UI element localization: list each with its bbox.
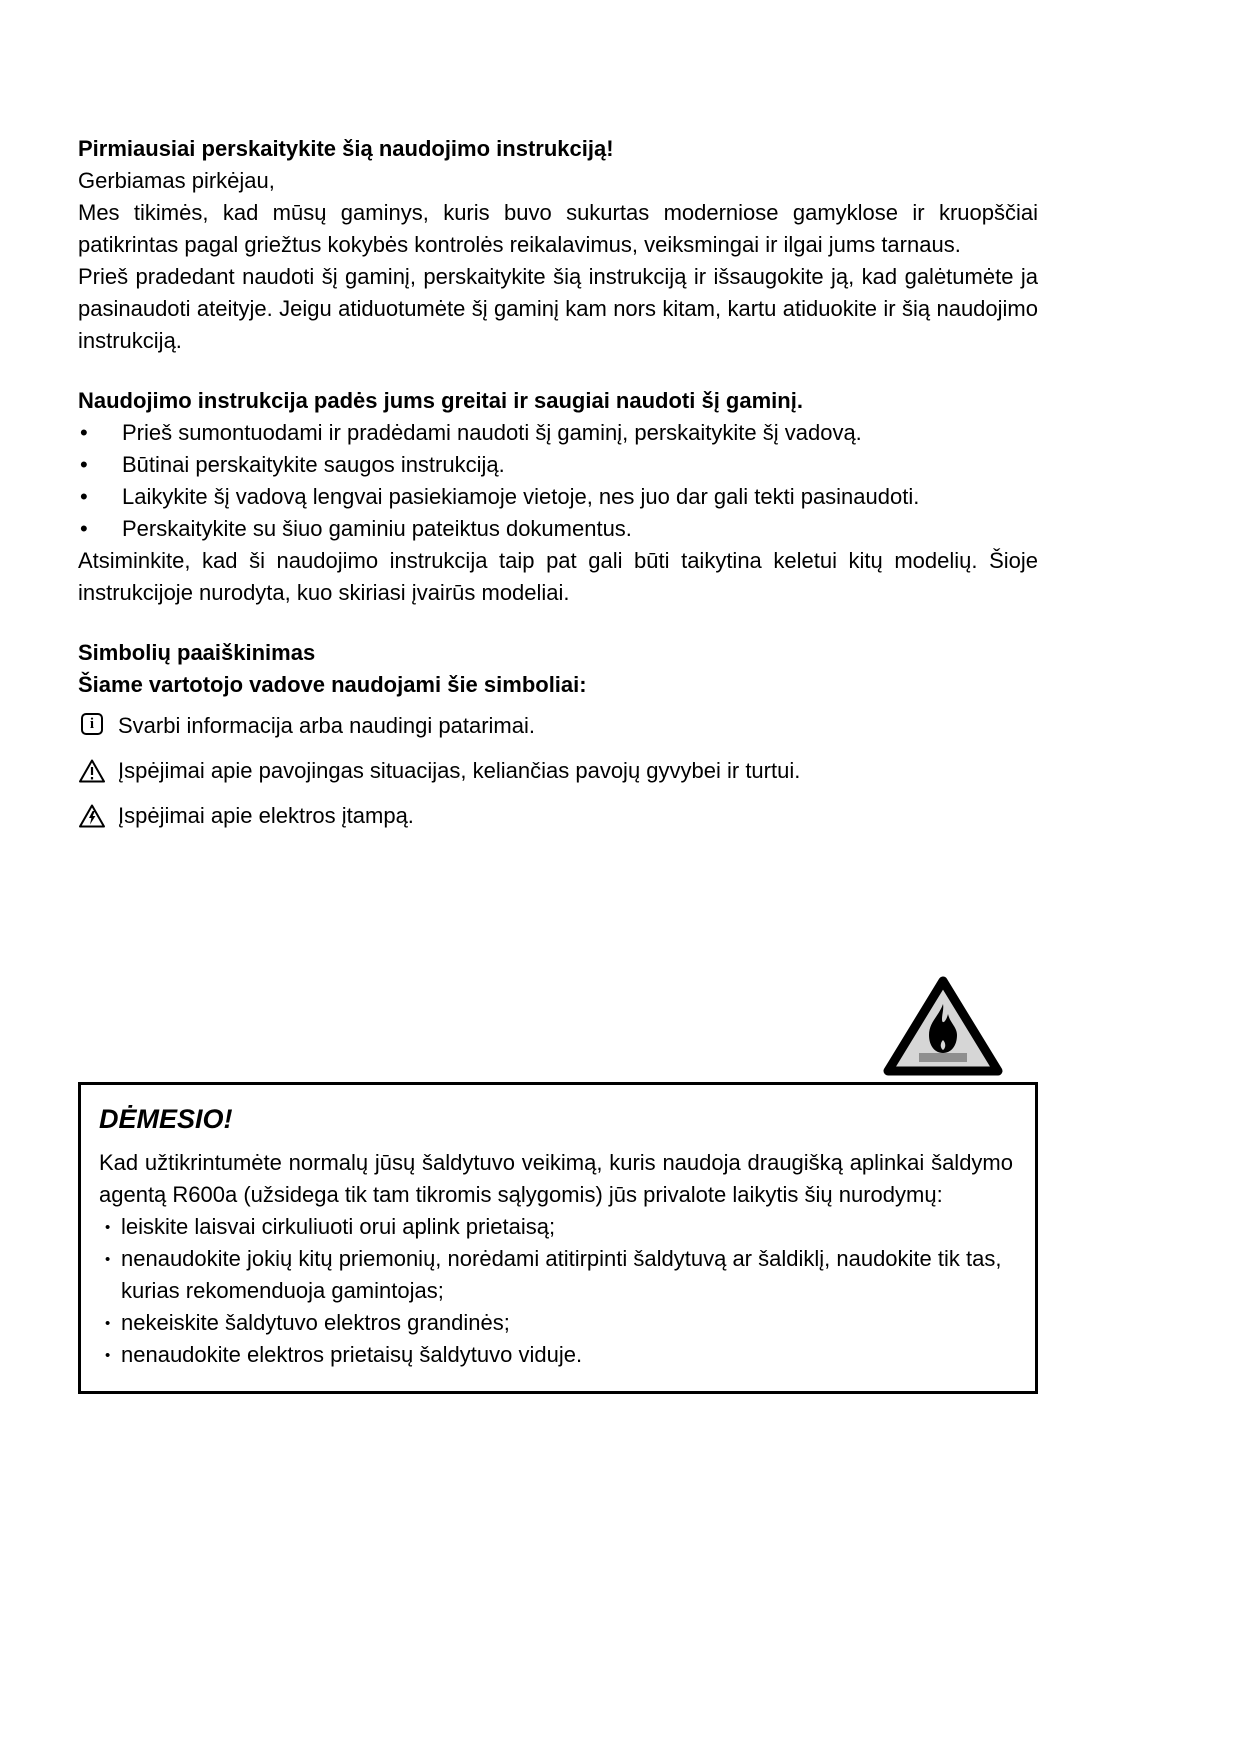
- usage-bullet-3: Laikykite šį vadovą lengvai pasiekiamoje vietoje, nes juo dar gali tekti pasinaudoti.: [122, 484, 920, 509]
- intro-paragraph-2: Prieš pradedant naudoti šį gaminį, perskaitykite šią instrukciją ir išsaugokite ją, kad galėtumėte ja pasinaudoti ateityje. Jeigu atiduotumėte šį gaminį kam nors kitam, kartu atiduokite ir šią naudojimo instrukciją.: [78, 264, 1038, 353]
- list-item: [78, 481, 1038, 513]
- hazard-warning-icon: [78, 758, 106, 784]
- list-item: [99, 1339, 1013, 1371]
- symbol-row-info: [78, 710, 1038, 746]
- symbol-text-electric: Įspėjimai apie elektros įtampą.: [118, 803, 414, 828]
- list-item: [99, 1243, 1013, 1307]
- usage-title: Naudojimo instrukcija padės jums greitai ir saugiai naudoti šį gaminį.: [78, 388, 803, 413]
- usage-note: Atsiminkite, kad ši naudojimo instrukcija taip pat gali būti taikytina keletui kitų modelių. Šioje instrukcijoje nurodyta, kuo skiriasi įvairūs modeliai.: [78, 548, 1038, 605]
- warning-bullet-1: leiskite laisvai cirkuliuoti orui aplink prietaisą;: [121, 1214, 556, 1239]
- warning-box-bullet-list: [99, 1211, 1013, 1371]
- warning-box: [78, 1082, 1038, 1394]
- warning-box-intro: Kad užtikrintumėte normalų jūsų šaldytuvo veikimą, kuris naudoja draugišką aplinkai šaldymo agentą R600a (užsidega tik tam tikromis sąlygomis) jūs privalote laikytis šių nurodymų:: [99, 1150, 1013, 1207]
- list-item: [99, 1307, 1013, 1339]
- usage-bullet-2: Būtinai perskaitykite saugos instrukciją.: [122, 452, 505, 477]
- info-icon: [81, 713, 103, 735]
- symbol-row-electric: [78, 800, 1038, 836]
- intro-title: Pirmiausiai perskaitykite šią naudojimo instrukciją!: [78, 136, 614, 161]
- symbol-text-hazard: Įspėjimai apie pavojingas situacijas, keliančias pavojų gyvybei ir turtui.: [118, 758, 801, 783]
- warning-bullet-4: nenaudokite elektros prietaisų šaldytuvo viduje.: [121, 1342, 583, 1367]
- flammable-symbol-area: [78, 974, 1038, 1078]
- symbols-title: Simbolių paaiškinimas: [78, 640, 316, 665]
- flammable-warning-icon: [881, 974, 1005, 1078]
- symbol-text-info: Svarbi informacija arba naudingi patarimai.: [118, 713, 535, 738]
- symbol-row-hazard: [78, 755, 1038, 791]
- symbols-subtitle: Šiame vartotojo vadove naudojami šie simboliai:: [78, 672, 587, 697]
- list-item: [78, 417, 1038, 449]
- warning-box-title: DĖMESIO!: [99, 1104, 233, 1134]
- intro-paragraph-1: Mes tikimės, kad mūsų gaminys, kuris buvo sukurtas moderniose gamyklose ir kruopščiai patikrintas pagal griežtus kokybės kontrolės reikalavimus, veiksmingai ir ilgai jums tarnaus.: [78, 200, 1038, 257]
- electric-hazard-icon: [78, 803, 106, 829]
- usage-bullet-1: Prieš sumontuodami ir pradėdami naudoti šį gaminį, perskaitykite šį vadovą.: [122, 420, 862, 445]
- list-item: [78, 513, 1038, 545]
- list-item: [78, 449, 1038, 481]
- salutation: Gerbiamas pirkėjau,: [78, 168, 275, 193]
- warning-bullet-2: nenaudokite jokių kitų priemonių, norėdami atitirpinti šaldytuvą ar šaldiklį, naudokite tik tas, kurias rekomenduoja gamintojas;: [121, 1246, 1002, 1303]
- list-item: [99, 1211, 1013, 1243]
- usage-bullet-list: [78, 417, 1038, 545]
- usage-bullet-4: Perskaitykite su šiuo gaminiu pateiktus dokumentus.: [122, 516, 632, 541]
- warning-bullet-3: nekeiskite šaldytuvo elektros grandinės;: [121, 1310, 510, 1335]
